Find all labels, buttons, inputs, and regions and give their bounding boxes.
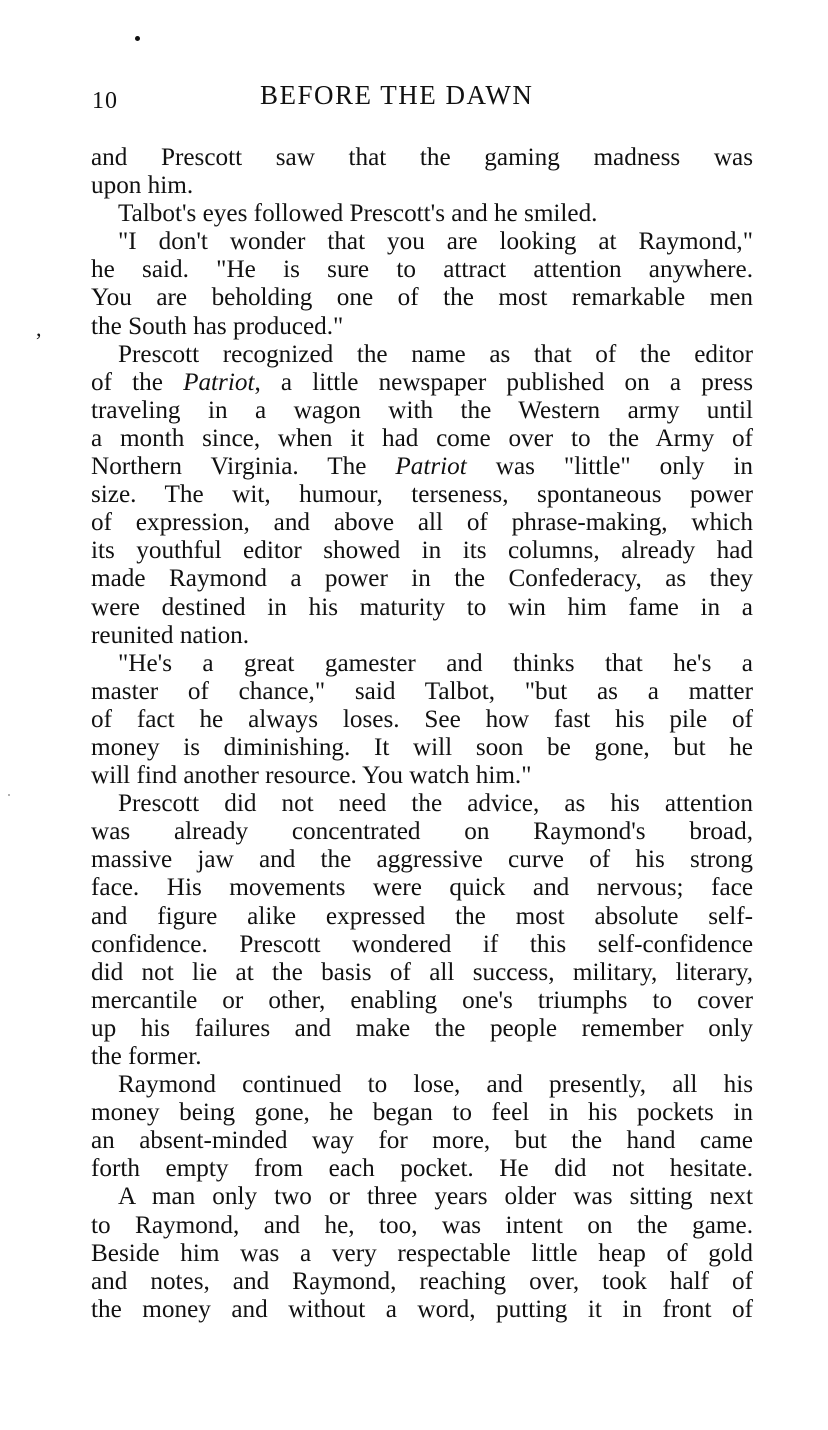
text-line: Raymond continued to lose, and presently, all his bbox=[118, 1071, 753, 1099]
text-line: Beside him was a very respectable little heap of gold bbox=[91, 1239, 753, 1267]
text-line: money is diminishing. It will soon be gone, but he bbox=[91, 733, 753, 761]
print-speck bbox=[8, 794, 10, 796]
text-line: mercantile or other, enabling one's triumphs to cover bbox=[91, 986, 753, 1014]
text-line: he said. "He is sure to attract attention anywhere. bbox=[91, 256, 753, 284]
text-line: size. The wit, humour, terseness, spontaneous power bbox=[91, 481, 753, 509]
italic-title: Patriot bbox=[183, 368, 255, 396]
text-line: traveling in a wagon with the Western army until bbox=[91, 396, 753, 424]
text-line bbox=[91, 453, 753, 481]
text-line: and figure alike expressed the most absolute self- bbox=[91, 902, 753, 930]
text-line bbox=[91, 369, 753, 397]
text-line: the money and without a word, putting it in front of bbox=[91, 1295, 753, 1323]
text-line: was already concentrated on Raymond's broad, bbox=[91, 818, 753, 846]
italic-title: Patriot bbox=[395, 453, 467, 481]
text-line: reunited nation. bbox=[91, 621, 250, 649]
text-line: upon him. bbox=[91, 172, 194, 200]
text-line: "He's a great gamester and thinks that he's a bbox=[118, 649, 753, 677]
text-line: Talbot's eyes followed Prescott's and he smiled. bbox=[118, 200, 598, 228]
page-header bbox=[92, 80, 752, 116]
text-line: to Raymond, and he, too, was intent on the game. bbox=[91, 1211, 753, 1239]
text-line: of fact he always loses. See how fast his pile of bbox=[91, 705, 753, 733]
text-line: master of chance," said Talbot, "but as a matter bbox=[91, 677, 753, 705]
running-title: BEFORE THE DAWN bbox=[260, 80, 534, 110]
text-line: a month since, when it had come over to the Army of bbox=[91, 424, 753, 452]
text-line: massive jaw and the aggressive curve of his strong bbox=[91, 846, 753, 874]
text-line: were destined in his maturity to win him fame in a bbox=[91, 593, 753, 621]
text-span: , a little newspaper published on a press bbox=[254, 368, 753, 396]
text-line: Prescott recognized the name as that of the editor bbox=[118, 340, 753, 368]
print-speck bbox=[135, 36, 140, 41]
text-line: the former. bbox=[91, 1043, 202, 1070]
text-line: and Prescott saw that the gaming madness was bbox=[91, 144, 753, 171]
text-line: Prescott did not need the advice, as his attention bbox=[118, 790, 753, 818]
text-line: and notes, and Raymond, reaching over, took half of bbox=[91, 1267, 753, 1295]
body-text bbox=[91, 144, 753, 1324]
text-span: was "little" only in bbox=[466, 453, 753, 481]
text-line: did not lie at the basis of all success, military, literary, bbox=[91, 958, 753, 986]
text-span: Northern Virginia. The bbox=[91, 453, 396, 481]
text-line: an absent-minded way for more, but the hand came bbox=[91, 1127, 753, 1155]
margin-mark: , bbox=[36, 316, 42, 341]
text-line: You are beholding one of the most remarkable men bbox=[91, 284, 753, 312]
text-line: of expression, and above all of phrase-making, which bbox=[91, 509, 753, 537]
page-number: 10 bbox=[92, 88, 118, 114]
text-line: made Raymond a power in the Confederacy, as they bbox=[91, 565, 753, 593]
text-line: A man only two or three years older was sitting next bbox=[118, 1183, 753, 1211]
text-line: confidence. Prescott wondered if this self-confidence bbox=[91, 930, 753, 958]
text-line: money being gone, he began to feel in his pockets in bbox=[91, 1099, 753, 1127]
text-span: of the bbox=[91, 368, 184, 396]
text-line: its youthful editor showed in its columns, already had bbox=[91, 537, 753, 565]
text-line: will find another resource. You watch him." bbox=[91, 762, 532, 790]
text-line: up his failures and make the people remember only bbox=[91, 1014, 753, 1042]
text-line: the South has produced." bbox=[91, 312, 344, 340]
text-line: forth empty from each pocket. He did not hesitate. bbox=[91, 1155, 753, 1183]
text-line: face. His movements were quick and nervous; face bbox=[91, 874, 753, 902]
text-line: "I don't wonder that you are looking at Raymond," bbox=[118, 228, 753, 256]
